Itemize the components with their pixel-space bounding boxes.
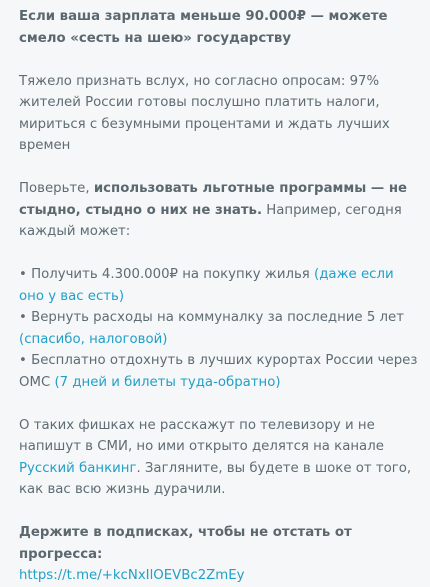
benefit-link[interactable]: (спасибо, налоговой) [19,331,168,347]
benefit-text: • Вернуть расходы на коммуналку за последние 5 лет [19,310,404,325]
channel-intro: О таких фишках не расскажут по телевизору и не напишут в СМИ, но ими открыто делятся на канале [19,417,384,454]
programs-paragraph [19,178,418,243]
benefit-item-resort [19,350,418,393]
benefit-link[interactable]: (даже если оно у вас есть) [19,267,394,304]
subscribe-paragraph [19,522,418,587]
headline-text: Если ваша зарплата меньше 90.000₽ — можете смело «сесть на шею» государству [19,9,388,46]
programs-outro: Например, сегодня каждый может: [19,202,402,239]
benefit-item-housing [19,264,418,307]
benefit-text: • Получить 4.300.000₽ на покупку жилья [19,267,315,282]
benefit-text: • Бесплатно отдохнуть в лучших курортах России через ОМС [19,353,418,390]
channel-link[interactable]: Русский банкинг [19,460,137,476]
channel-paragraph [19,415,418,501]
channel-outro: . Загляните, вы будете в шоке от того, как вас всю жизнь дурачили. [19,460,412,497]
benefit-link[interactable]: (7 дней и билеты туда-обратно) [54,374,281,390]
programs-intro: Поверьте, [19,181,94,196]
headline [19,6,418,49]
programs-bold: использовать льготные программы — не стыдно, стыдно о них не знать. [19,181,408,218]
subscribe-call: Держите в подписках, чтобы не отстать от прогресса: [19,525,352,562]
invite-link[interactable]: https://t.me/+kcNxIlOEVBc2ZmEy [19,568,245,583]
benefit-item-utilities [19,307,418,350]
benefits-list [19,264,418,393]
survey-paragraph: Тяжело признать вслух, но согласно опросам: 97% жителей России готовы послушно платить налоги, мириться с безумными процентами и ждать лучших времен [19,73,390,153]
